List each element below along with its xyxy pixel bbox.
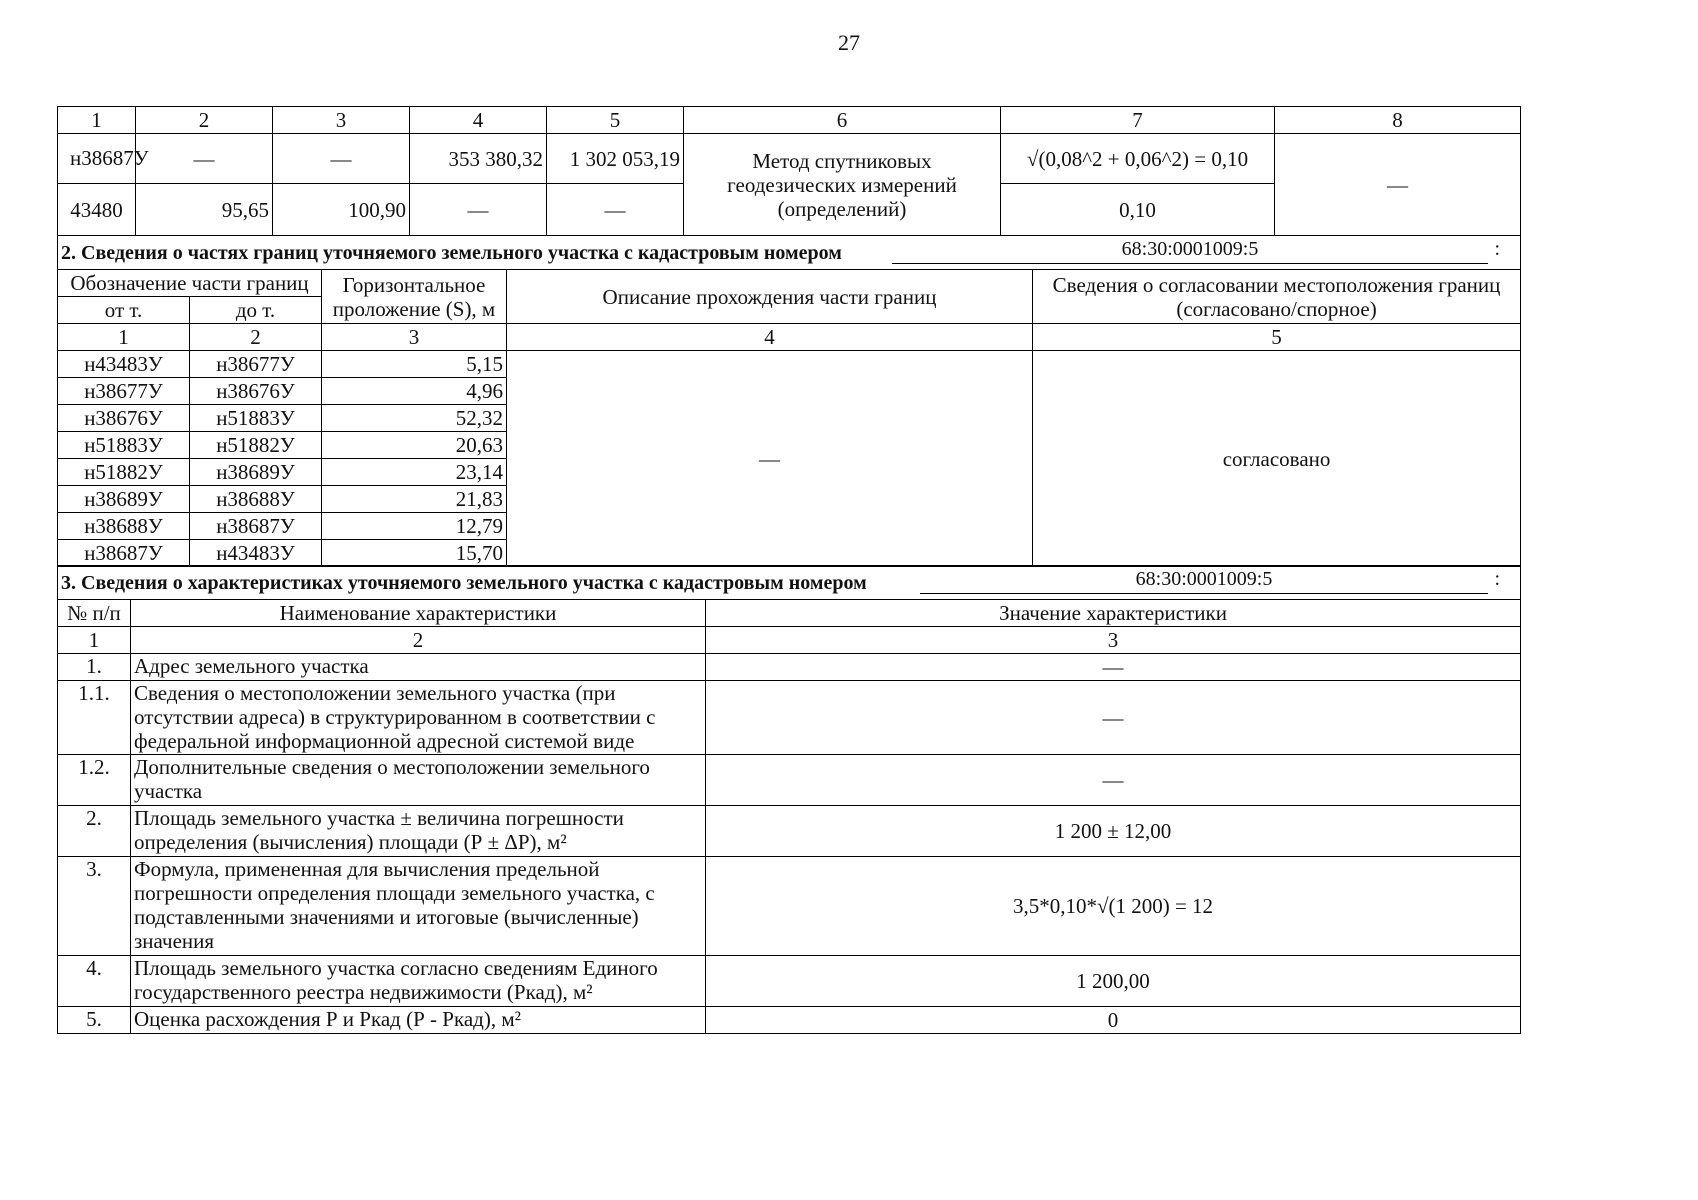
to-point: н38677У xyxy=(190,351,322,378)
header-row xyxy=(58,107,1521,134)
row-number: 5. xyxy=(58,1007,131,1034)
table-row xyxy=(58,351,1521,378)
col-number: 1 xyxy=(58,627,131,654)
table-row xyxy=(58,134,1521,184)
row-number: 1.2. xyxy=(58,755,131,806)
segment-length: 23,14 xyxy=(322,459,507,486)
characteristic-value: 0 xyxy=(706,1007,1521,1034)
characteristic-value: 1 200,00 xyxy=(706,956,1521,1007)
characteristic-name: Дополнительные сведения о местоположении земельного участка xyxy=(131,755,706,806)
col-header: 4 xyxy=(410,107,547,134)
section-title-row xyxy=(58,566,1521,600)
to-point: н51882У xyxy=(190,432,322,459)
characteristic-value: 1 200 ± 12,00 xyxy=(706,806,1521,857)
point-name: 43480 xyxy=(58,184,136,236)
header-row xyxy=(58,600,1521,627)
cell: 95,65 xyxy=(136,184,273,236)
col8-cell: — xyxy=(1275,134,1521,236)
length-header: Горизонтальное проложение (S), м xyxy=(322,270,507,324)
cell: — xyxy=(410,184,547,236)
from-point: н38687У xyxy=(58,540,190,567)
cell: 100,90 xyxy=(273,184,410,236)
number-row xyxy=(58,324,1521,351)
table-row xyxy=(58,755,1521,806)
row-number: 1.1. xyxy=(58,681,131,755)
col-number: 2 xyxy=(190,324,322,351)
section-title: 2. Сведения о частях границ уточняемого земельного участка с кадастровым номером xyxy=(61,241,842,264)
to-point: н51883У xyxy=(190,405,322,432)
method-cell: Метод спутниковых геодезических измерений (определений) xyxy=(684,134,1001,236)
section-3-title-cell xyxy=(58,566,1521,600)
cell: — xyxy=(273,134,410,184)
to-header: до т. xyxy=(190,297,322,324)
from-point: н51883У xyxy=(58,432,190,459)
row-number: 3. xyxy=(58,857,131,956)
page-number: 27 xyxy=(838,30,860,55)
to-point: н43483У xyxy=(190,540,322,567)
to-point: н38687У xyxy=(190,513,322,540)
designation-header: Обозначение части границ xyxy=(58,270,322,297)
row-number: 1. xyxy=(58,654,131,681)
characteristic-name: Сведения о местоположении земельного участка (при отсутствии адреса) в структурированном в соответствии с федеральной информационной адресной системой виде xyxy=(131,681,706,755)
from-header: от т. xyxy=(58,297,190,324)
characteristic-value: 3,5*0,10*√(1 200) = 12 xyxy=(706,857,1521,956)
table-row xyxy=(58,956,1521,1007)
table-row xyxy=(58,1007,1521,1034)
col-number: 4 xyxy=(507,324,1033,351)
from-point: н38676У xyxy=(58,405,190,432)
cell: — xyxy=(136,134,273,184)
table-row xyxy=(58,806,1521,857)
col-header: 8 xyxy=(1275,107,1521,134)
col-header: 1 xyxy=(58,107,136,134)
col-number: 3 xyxy=(322,324,507,351)
segment-length: 20,63 xyxy=(322,432,507,459)
segment-length: 12,79 xyxy=(322,513,507,540)
characteristics-table xyxy=(57,565,1521,1034)
header-row xyxy=(58,270,1521,297)
section-title-row xyxy=(58,236,1521,270)
value-header: Значение характеристики xyxy=(706,600,1521,627)
cell: — xyxy=(547,184,684,236)
characteristic-name: Формула, примененная для вычисления предельной погрешности определения площади земельного участка, с подставленными значениями и итоговые (вычисленные) значения xyxy=(131,857,706,956)
col-header: 2 xyxy=(136,107,273,134)
to-point: н38688У xyxy=(190,486,322,513)
accuracy-formula: √(0,08^2 + 0,06^2) = 0,10 xyxy=(1001,134,1275,184)
col-header: 7 xyxy=(1001,107,1275,134)
segment-length: 4,96 xyxy=(322,378,507,405)
agreement-cell: согласовано xyxy=(1033,351,1521,567)
characteristic-name: Оценка расхождения Р и Ркад (Р - Ркад), м² xyxy=(131,1007,706,1034)
colon: : xyxy=(1494,568,1501,590)
description-cell: — xyxy=(507,351,1033,567)
characteristic-value: — xyxy=(706,755,1521,806)
colon: : xyxy=(1494,238,1501,260)
description-header: Описание прохождения части границ xyxy=(507,270,1033,324)
col-header: 5 xyxy=(547,107,684,134)
segment-length: 5,15 xyxy=(322,351,507,378)
boundary-parts-table xyxy=(57,235,1521,567)
number-row xyxy=(58,627,1521,654)
coord-x: 353 380,32 xyxy=(410,134,547,184)
col-number: 3 xyxy=(706,627,1521,654)
point-name: н38687У xyxy=(58,134,136,184)
segment-length: 15,70 xyxy=(322,540,507,567)
num-header: № п/п xyxy=(58,600,131,627)
from-point: н51882У xyxy=(58,459,190,486)
to-point: н38689У xyxy=(190,459,322,486)
section-title: 3. Сведения о характеристиках уточняемого земельного участка с кадастровым номером xyxy=(61,571,867,594)
from-point: н38689У xyxy=(58,486,190,513)
characteristic-name: Площадь земельного участка согласно сведениям Единого государственного реестра недвижимости (Ркад), м² xyxy=(131,956,706,1007)
table-row xyxy=(58,857,1521,956)
cadastral-number: 68:30:0001009:5 xyxy=(892,237,1488,264)
table-row xyxy=(58,681,1521,755)
section-2-title-cell xyxy=(58,236,1521,270)
segment-length: 21,83 xyxy=(322,486,507,513)
name-header: Наименование характеристики xyxy=(131,600,706,627)
col-header: 6 xyxy=(684,107,1001,134)
row-number: 2. xyxy=(58,806,131,857)
from-point: н38688У xyxy=(58,513,190,540)
to-point: н38676У xyxy=(190,378,322,405)
cadastral-number: 68:30:0001009:5 xyxy=(920,567,1488,594)
segment-length: 52,32 xyxy=(322,405,507,432)
characteristic-value: — xyxy=(706,654,1521,681)
agreement-header: Сведения о согласовании местоположения границ (согласовано/спорное) xyxy=(1033,270,1521,324)
col-number: 2 xyxy=(131,627,706,654)
coordinates-table xyxy=(57,106,1521,236)
characteristic-name: Адрес земельного участка xyxy=(131,654,706,681)
accuracy-value: 0,10 xyxy=(1001,184,1275,236)
characteristic-value: — xyxy=(706,681,1521,755)
col-number: 1 xyxy=(58,324,190,351)
from-point: н38677У xyxy=(58,378,190,405)
row-number: 4. xyxy=(58,956,131,1007)
coord-y: 1 302 053,19 xyxy=(547,134,684,184)
from-point: н43483У xyxy=(58,351,190,378)
table-row xyxy=(58,654,1521,681)
col-number: 5 xyxy=(1033,324,1521,351)
col-header: 3 xyxy=(273,107,410,134)
characteristic-name: Площадь земельного участка ± величина погрешности определения (вычисления) площади (Р ± ΔР), м² xyxy=(131,806,706,857)
